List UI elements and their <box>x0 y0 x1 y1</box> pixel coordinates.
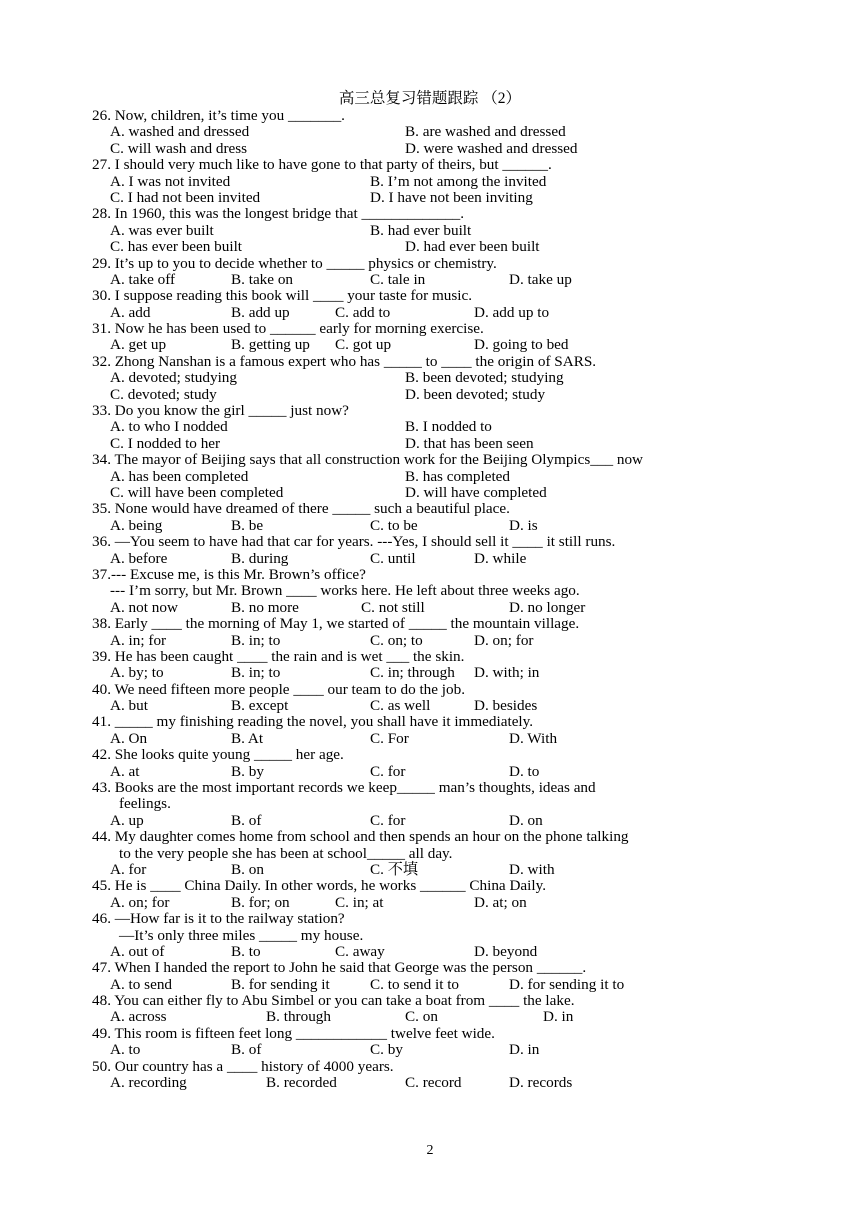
question-stem: 35. None would have dreamed of there _____ such a beautiful place. <box>92 500 510 518</box>
answer-option: C. will wash and dress <box>110 139 248 157</box>
answer-options-row <box>92 518 792 534</box>
answer-option: B. except <box>231 697 289 715</box>
answer-option: B. been devoted; studying <box>405 369 564 387</box>
answer-options-row <box>92 337 792 353</box>
answer-options-row <box>92 764 792 780</box>
answer-option: A. by; to <box>110 664 164 682</box>
page-number: 2 <box>426 1143 434 1158</box>
answer-option: B. to <box>231 942 261 960</box>
answer-option: D. is <box>509 516 538 534</box>
answer-option: C. until <box>370 549 416 567</box>
answer-options-row <box>92 190 792 206</box>
answer-options-row <box>92 1009 792 1025</box>
answer-option: C. has ever been built <box>110 238 243 256</box>
answer-option: D. I have not been inviting <box>370 188 533 206</box>
answer-option: D. on <box>509 811 543 829</box>
answer-option: B. had ever built <box>370 221 472 239</box>
question-stem: 42. She looks quite young _____ her age. <box>92 746 344 764</box>
answer-option: A. across <box>110 1008 167 1026</box>
answer-options-row <box>92 419 792 435</box>
question-stem: 41. _____ my finishing reading the novel, you shall have it immediately. <box>92 713 534 731</box>
answer-option: D. to <box>509 762 540 780</box>
answer-option: C. got up <box>335 336 392 354</box>
answer-option: D. no longer <box>509 598 586 616</box>
answer-option: B. on <box>231 860 264 878</box>
question-list <box>92 108 792 1091</box>
answer-option: B. be <box>231 516 264 534</box>
answer-option: C. add to <box>335 303 391 321</box>
answer-option: B. add up <box>231 303 290 321</box>
question-stem: 33. Do you know the girl _____ just now? <box>92 402 349 420</box>
question-stem: 50. Our country has a ____ history of 4000 years. <box>92 1057 394 1075</box>
answer-option: A. before <box>110 549 168 567</box>
question-stem: 46. —How far is it to the railway station? <box>92 910 345 928</box>
answer-option: A. was ever built <box>110 221 214 239</box>
answer-options-row <box>92 583 792 599</box>
answer-option: B. by <box>231 762 264 780</box>
answer-option: A. at <box>110 762 140 780</box>
answer-option: D. were washed and dressed <box>405 139 578 157</box>
answer-option: C. to be <box>370 516 418 534</box>
answer-option: C. I had not been invited <box>110 188 261 206</box>
answer-options-row <box>92 485 792 501</box>
answer-options-row <box>92 239 792 255</box>
answer-option: B. of <box>231 1041 262 1059</box>
answer-option: B. in; to <box>231 631 281 649</box>
answer-option: C. in; through <box>370 664 455 682</box>
answer-options-row <box>92 731 792 747</box>
answer-option: D. with <box>509 860 555 878</box>
answer-option: --- I’m sorry, but Mr. Brown ____ works here. He left about three weeks ago. <box>110 582 580 600</box>
answer-option: C. I nodded to her <box>110 434 221 452</box>
answer-options-row <box>92 895 792 911</box>
answer-option: D. been devoted; study <box>405 385 546 403</box>
answer-option: D. records <box>509 1074 573 1092</box>
answer-option: C. as well <box>370 697 431 715</box>
answer-options-row <box>92 633 792 649</box>
answer-option: D. on; for <box>474 631 534 649</box>
answer-options-row <box>92 977 792 993</box>
answer-option: D. beyond <box>474 942 538 960</box>
answer-option: D. at; on <box>474 893 527 911</box>
answer-option: D. going to bed <box>474 336 569 354</box>
question-stem: 45. He is ____ China Daily. In other words, he works ______ China Daily. <box>92 877 547 895</box>
answer-option: D. besides <box>474 697 538 715</box>
answer-options-row <box>92 698 792 714</box>
question-stem: 47. When I handed the report to John he said that George was the person ______. <box>92 959 587 977</box>
answer-option: B. for; on <box>231 893 290 911</box>
question-stem: 38. Early ____ the morning of May 1, we started of _____ the mountain village. <box>92 615 580 633</box>
answer-option: C. for <box>370 811 406 829</box>
answer-options-row <box>92 124 792 140</box>
answer-option: C. devoted; study <box>110 385 217 403</box>
answer-option: C. record <box>405 1074 462 1092</box>
question-stem: 34. The mayor of Beijing says that all construction work for the Beijing Olympics___ now <box>92 451 644 469</box>
answer-option: C. will have been completed <box>110 483 284 501</box>
answer-option: A. take off <box>110 270 176 288</box>
answer-option: B. has completed <box>405 467 511 485</box>
answer-option: A. washed and dressed <box>110 123 250 141</box>
question-stem: 36. —You seem to have had that car for years. ---Yes, I should sell it ____ it still runs. <box>92 533 616 551</box>
answer-option: B. for sending it <box>231 975 330 993</box>
answer-options-row <box>92 370 792 386</box>
answer-option: B. I nodded to <box>405 418 492 436</box>
answer-option: A. to send <box>110 975 173 993</box>
answer-option: C. away <box>335 942 385 960</box>
answer-option: D. add up to <box>474 303 550 321</box>
question-stem: 31. Now he has been used to ______ early for morning exercise. <box>92 320 484 338</box>
answer-option: A. I was not invited <box>110 172 231 190</box>
answer-option: B. during <box>231 549 289 567</box>
question-stem: 28. In 1960, this was the longest bridge that _____________. <box>92 205 465 223</box>
question-stem: 37.--- Excuse me, is this Mr. Brown’s office? <box>92 565 366 583</box>
question-stem: 44. My daughter comes home from school and then spends an hour on the phone talking <box>92 828 629 846</box>
answer-option: C. on; to <box>370 631 423 649</box>
answer-option: A. On <box>110 729 148 747</box>
question-stem: 40. We need fifteen more people ____ our team to do the job. <box>92 680 466 698</box>
answer-option: C. not still <box>361 598 425 616</box>
answer-option: A. has been completed <box>110 467 249 485</box>
answer-option: B. in; to <box>231 664 281 682</box>
answer-option: D. had ever been built <box>405 238 540 256</box>
answer-options-row <box>92 387 792 403</box>
question-stem-continued: feelings. <box>119 795 171 813</box>
question-stem: 39. He has been caught ____ the rain and is wet ___ the skin. <box>92 647 465 665</box>
answer-option: B. of <box>231 811 262 829</box>
answer-option: D. with; in <box>474 664 540 682</box>
question-stem: 43. Books are the most important records we keep_____ man’s thoughts, ideas and <box>92 779 596 797</box>
answer-option: A. up <box>110 811 144 829</box>
answer-options-row <box>92 600 792 616</box>
answer-option: C. 不填 <box>370 860 419 878</box>
answer-option: B. getting up <box>231 336 310 354</box>
answer-options-row <box>92 141 792 157</box>
answer-options-row <box>92 944 792 960</box>
answer-options-row <box>92 272 792 288</box>
answer-option: C. to send it to <box>370 975 460 993</box>
question-stem: 32. Zhong Nanshan is a famous expert who has _____ to ____ the origin of SARS. <box>92 352 597 370</box>
answer-options-row <box>92 223 792 239</box>
answer-options-row <box>92 665 792 681</box>
answer-option: C. tale in <box>370 270 426 288</box>
question-stem: 29. It’s up to you to decide whether to _____ physics or chemistry. <box>92 254 497 272</box>
answer-option: D. in <box>543 1008 574 1026</box>
answer-option: A. to <box>110 1041 141 1059</box>
answer-option: A. recording <box>110 1074 187 1092</box>
question-stem-continued: to the very people she has been at school_____ all day. <box>119 844 453 862</box>
question-stem: 49. This room is fifteen feet long ____________ twelve feet wide. <box>92 1024 495 1042</box>
answer-option: A. add <box>110 303 151 321</box>
answer-option: A. on; for <box>110 893 170 911</box>
answer-option: A. in; for <box>110 631 167 649</box>
answer-options-row <box>92 436 792 452</box>
answer-option: B. take on <box>231 270 294 288</box>
question-stem: 30. I suppose reading this book will ____ your taste for music. <box>92 287 473 305</box>
answer-option: A. devoted; studying <box>110 369 237 387</box>
answer-option: A. out of <box>110 942 165 960</box>
question-stem: 48. You can either fly to Abu Simbel or you can take a boat from ____ the lake. <box>92 992 575 1010</box>
answer-option: C. in; at <box>335 893 384 911</box>
question-stem: 26. Now, children, it’s time you _______. <box>92 107 345 124</box>
answer-options-row <box>92 1075 792 1091</box>
answer-option: A. but <box>110 697 148 715</box>
answer-option: B. are washed and dressed <box>405 123 566 141</box>
answer-options-row <box>92 1042 792 1058</box>
answer-options-row <box>92 813 792 829</box>
answer-options-row <box>92 174 792 190</box>
answer-options-row <box>92 551 792 567</box>
answer-option: D. for sending it to <box>509 975 625 993</box>
question-stem-continued: —It’s only three miles _____ my house. <box>119 926 364 944</box>
answer-option: A. for <box>110 860 147 878</box>
answer-option: D. will have completed <box>405 483 547 501</box>
answer-option: A. to who I nodded <box>110 418 228 436</box>
answer-option: B. recorded <box>266 1074 337 1092</box>
answer-option: C. for <box>370 762 406 780</box>
answer-options-row <box>92 469 792 485</box>
answer-option: D. while <box>474 549 527 567</box>
answer-option: D. With <box>509 729 558 747</box>
answer-options-row <box>92 305 792 321</box>
answer-option: B. no more <box>231 598 299 616</box>
question-stem: 27. I should very much like to have gone to that party of theirs, but ______. <box>92 156 552 174</box>
answer-option: C. by <box>370 1041 403 1059</box>
answer-option: C. For <box>370 729 409 747</box>
answer-option: A. not now <box>110 598 178 616</box>
answer-options-row <box>92 862 792 878</box>
answer-option: D. in <box>509 1041 540 1059</box>
answer-option: B. I’m not among the invited <box>370 172 547 190</box>
answer-option: C. on <box>405 1008 438 1026</box>
page-title: 高三总复习错题跟踪 （2） <box>338 90 522 107</box>
answer-option: D. that has been seen <box>405 434 534 452</box>
answer-option: B. At <box>231 729 264 747</box>
answer-option: D. take up <box>509 270 572 288</box>
answer-option: A. being <box>110 516 163 534</box>
answer-option: B. through <box>266 1008 331 1026</box>
answer-option: A. get up <box>110 336 167 354</box>
